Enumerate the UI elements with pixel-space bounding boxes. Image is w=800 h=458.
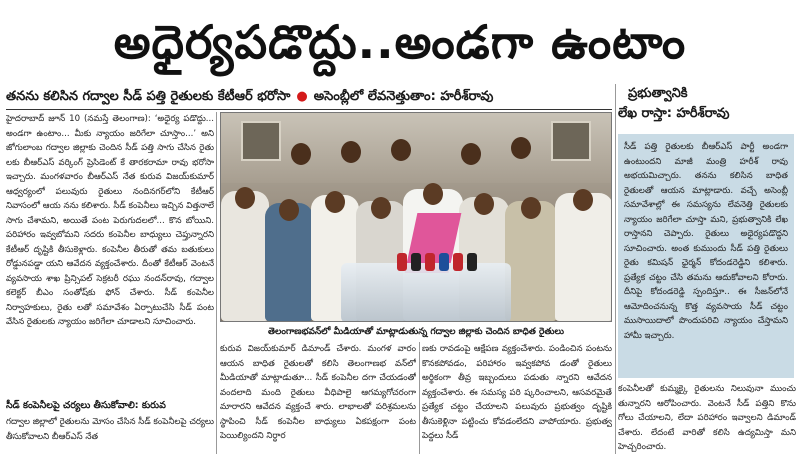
sidebar-text: సీడ్ పత్తి రైతులకు బీఆర్‌ఎస్ పార్టీ అండగా ఉంటుందని మాజీ మంత్రి హరీశ్ రావు అభయమిచ్చారు. తనను కలిసిన బాధిత రైతులతో ఆయన మాట్లాడారు. వచ్చే అసెంబ్లీ సమావేశాల్లో ఈ సమస్యను లేవనెత్తి రైతులకు న్యాయం జరిగేలా చూస్తా మని, ప్రభుత్వానికి లేఖ రాస్తానని చెప్పారు. రైతులు అధైర్యపడొద్దని సూచించారు. అంత కుముందు సీడ్ పత్తి రైతులు రైతు కమిషన్ ఛైర్మన్ కోదండరెడ్డిని కలిశారు. ప్రత్యేక చట్టం చేసి తమను ఆదుకోవాలని కోరారు. దీనిపై కోదండరెడ్డి స్పందిస్తూ.. ఈ సీజన్‌లోనే ఆమోదించనున్న కొత్త వ్యవసాయ సీడ్ చట్టం ముసాయిదాలో పొందుపరిచి న్యాయం చేస్తామని హామీ ఇచ్చారు. — [624, 142, 788, 341]
photo-caption: తెలంగాణభవన్‌లో మీడియాతో మాట్లాడుతున్న గద్వాల జిల్లాకు చెందిన బాధిత రైతులు — [268, 327, 564, 337]
photo-head — [235, 187, 255, 209]
article-column-4 — [618, 382, 796, 454]
deck-bullet: ● — [296, 89, 308, 104]
column-3-text: ణకు రావడంపై ఆక్షేపణ వ్యక్తంచేశారు. పండించిన పంటను కొనకపోవడం, పరిహారం ఇవ్వకపోవ డంతో రైతులు అర్థికంగా తీవ్ర ఇబ్బందులు పడుతు న్నారని ఆవేదన వ్యక్తంచేశారు. ఈ సమస్య పరి ష్కరించాలని, ఆసవరమైతే ప్రత్యేక చట్టం చేయాలని పలువురు ప్రభుత్వం దృష్టికి తీసుకెళ్లినా పట్టించు కోవడంలేదని వాపోయారు. ప్రభుత్వ పెద్దలు సీడ్ — [422, 344, 612, 441]
photo-person — [505, 201, 557, 321]
photo-head — [461, 143, 481, 165]
photo-head — [291, 143, 311, 165]
deck-rule — [6, 109, 612, 110]
column-1-text: హైదరాబాద్ జూన్ 10 (నమస్తే తెలంగాణ): ‘అధైర్య పడొద్దు... అండగా ఉంటాం... మీకు న్యాయం జరిగేలా చూస్తాం...’ అని జోగులాంబ గద్వాల జిల్లాకు చెందిన సీడ్ పత్తి సాగు చేసిన రైతు లకు బీఆర్‌ఎస్ వర్కింగ్ ప్రెసిడెంట్ కే తారకరామా రావు భరోసా ఇచ్చారు. మంగళవారం బీఆర్‌ఎస్ నేత కురువ విజయ్‌కుమార్ ఆధ్వర్యంలో పలువురు రైతులు నందినగర్‌లోని కేటీఆర్ నివాసంలో ఆయ నను కలిశారు. సీడ్ కంపెనీలు ఇచ్చిన విత్తనాలే సాగు చేశామని, అయితే పంట పెరుగుదలలో... కొన బోయిని. పరిహారం ఇవ్వబోమని సదరు కంపెనీల బాధ్యులు చెప్తున్నారని కేటీఆర్ దృష్టికి తీసుకెళ్లారు. కంపెనీల తీరుతో తమ బతుకులు రోడ్డునపడ్డా యని ఆవేదన వ్యక్తంచేశారు. దీంతో కేటీఆర్ వెంటనే వ్యవసాయ శాఖ ప్రిన్సిపల్ సెక్రటరీ రఘు నందన్‌రావు, గద్వాల కలెక్టర్ బీఎం సంతోష్‌కు ఫోన్ చేశారు. సీడ్ కంపెనీల నిర్వాహకులు, రైతు లతో సమావేశం ఏర్పాటుచేసి సీడ్ పంట వేసిన రైతులకు న్యాయం జరిగేలా చూడాలని సూచించారు. — [6, 114, 214, 327]
photo-window — [551, 121, 591, 161]
microphone-icon — [411, 253, 421, 271]
article-column-3 — [422, 342, 612, 454]
news-photo — [220, 112, 612, 322]
photo-head — [521, 197, 541, 219]
deck — [6, 86, 606, 108]
photo-window — [241, 121, 281, 161]
microphone-icon — [425, 253, 435, 271]
photo-head — [474, 193, 494, 215]
microphone-icon — [439, 253, 449, 271]
deck-left: తనను కలిసిన గద్వాల సీడ్ పత్తి రైతులకు కేటీఆర్ భరోసా — [6, 89, 291, 104]
column-4-text: కంపెనీలతో కుమ్మక్కై రైతులను నిలువునా ముంచు తున్నారని ఆరోపించారు. వెంటనే సీడ్ పత్తిని కొను గోలు చేయాలని, లేదా పరిహారం ఇవ్వాలని డిమాండ్ చేశారు. లేదంటే వారితో కలిసి ఉద్యమిస్తా మని హెచ్చరించారు. — [618, 384, 796, 452]
photo-person — [221, 191, 269, 321]
column-divider — [216, 112, 217, 454]
photo-head — [325, 191, 345, 213]
photo-head — [341, 141, 361, 163]
sidebar-headline — [618, 84, 796, 132]
column-divider — [419, 342, 420, 454]
photo-head — [573, 189, 593, 211]
microphone-icon — [397, 253, 407, 271]
photo-podium — [341, 263, 511, 322]
photo-person — [281, 161, 315, 321]
microphone-icon — [453, 253, 463, 271]
sidebar-box — [618, 134, 794, 378]
column-1-subsection — [6, 398, 214, 454]
photo-person — [555, 193, 612, 321]
column-2-text: కురువ విజయ్‌కుమార్ డిమాండ్ చేశారు. మంగళ వారం ఆయన బాధిత రైతులతో కలిసి తెలంగాణభ వన్‌లో మీడియాతో మాట్లాడుతూ... సీడ్ కంపెనీల దగా చేయడంతో వందలాది మంది రైతులు వీధిపాలై ఆగమ్యగోచరంగా మారారని ఆవేదన వ్యక్తంచే శారు. లాభాలతో పరిశ్రమలను స్థాపించి సీడ్ కంపెనీల బాధ్యులు ఏకపక్షంగా పంట పెయిల్యిందని నిర్ధార — [220, 344, 416, 441]
sidebar-headline-line-1: ప్రభుత్వానికి — [628, 86, 688, 101]
column-divider — [615, 84, 616, 454]
column-1-subhead: సీడ్ కంపెనీలపై చర్యలు తీసుకోవాలి: కురువ — [6, 400, 166, 411]
photo-head — [511, 137, 531, 159]
sidebar-headline-line-2: లేఖ రాస్తా: హరీశ్‌రావు — [618, 106, 730, 121]
photo-head — [391, 139, 411, 161]
article-column-2 — [220, 342, 416, 454]
deck-right: అసెంబ్లీలో లేవనెత్తుతాం: హరీశ్‌రావు — [313, 89, 494, 104]
photo-head — [371, 197, 391, 219]
microphone-icon — [467, 253, 477, 271]
photo-head — [423, 183, 443, 205]
article-column-1 — [6, 112, 214, 396]
headline: అధైర్యపడొద్దు..అండగా ఉంటాం — [113, 15, 687, 69]
column-1-tail-text: గద్వాల జిల్లాలో రైతులను మోసం చేసిన సీడ్ కంపెనీలపై చర్యలు తీసుకోవాలని బీఆర్‌ఎస్ నేత — [6, 417, 214, 442]
